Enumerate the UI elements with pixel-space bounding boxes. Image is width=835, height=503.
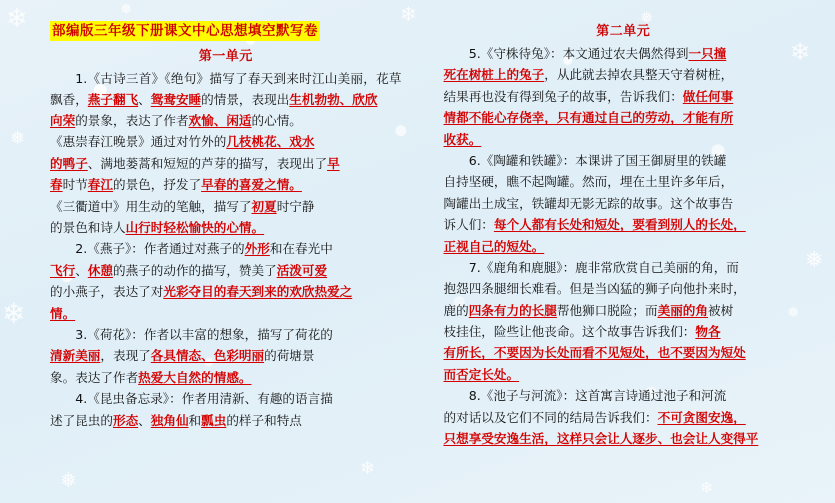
answer-text: 情。 bbox=[50, 305, 76, 321]
page-title bbox=[50, 20, 402, 41]
answer-text: 瓢虫 bbox=[201, 412, 227, 428]
answer-text: 生机勃勃、欣欣 bbox=[289, 91, 378, 107]
body-text: 的景象，表达了作者 bbox=[75, 113, 189, 129]
body-text: ，表现了 bbox=[100, 348, 151, 364]
item-number: 4. bbox=[75, 391, 88, 407]
snowflake-icon: ❅ bbox=[60, 468, 77, 492]
item-number: 6. bbox=[468, 152, 481, 168]
answer-text: 鸳鸯安睡 bbox=[150, 91, 202, 107]
body-text: 诉人们： bbox=[443, 217, 494, 233]
item-line bbox=[444, 130, 804, 150]
item-line bbox=[444, 215, 804, 235]
item-number: 3. bbox=[75, 326, 88, 342]
right-column bbox=[418, 20, 822, 503]
item-line bbox=[50, 282, 402, 302]
body-text: 、 bbox=[138, 91, 151, 107]
body-text: ：鹿非常欣赏自己美丽的角，而 bbox=[562, 259, 739, 275]
answer-text: 一只撞 bbox=[688, 46, 727, 61]
body-text: 的景色，抒发了 bbox=[112, 177, 202, 193]
answer-text: 物各 bbox=[695, 324, 721, 340]
item-line bbox=[50, 132, 402, 152]
right-column-body bbox=[444, 44, 804, 449]
item-first-line bbox=[50, 69, 402, 110]
item-line bbox=[50, 368, 402, 388]
body-text: 的燕子的动作的描写，赞美了 bbox=[112, 262, 277, 278]
body-text: 时宁静 bbox=[276, 198, 315, 214]
snowflake-icon: ❅ bbox=[640, 8, 654, 27]
answer-text: 外形 bbox=[244, 241, 270, 257]
body-text: 的小燕子，表达了对 bbox=[50, 284, 164, 300]
item-line bbox=[50, 304, 402, 324]
item-number: 7. bbox=[468, 259, 481, 275]
item-line bbox=[444, 172, 804, 192]
item-first-line bbox=[444, 44, 804, 64]
item-heading: 《陶罐和铁罐》 bbox=[480, 152, 563, 168]
item-line bbox=[50, 346, 402, 366]
item-line bbox=[444, 301, 804, 321]
answer-text: 正视自己的短处。 bbox=[443, 238, 545, 254]
snowflake-icon: ❄ bbox=[360, 458, 376, 479]
answer-text: 不可贪图安逸， bbox=[657, 409, 746, 425]
item-line bbox=[50, 197, 402, 217]
item-line bbox=[444, 65, 804, 85]
answer-text: 清新美丽 bbox=[50, 348, 101, 364]
body-text: ，从此就去掉农具整天守着树桩， bbox=[544, 67, 734, 83]
snowflake-icon: ❄ bbox=[2, 297, 26, 330]
answer-text: 做任何事 bbox=[682, 88, 734, 104]
answer-text: 初夏 bbox=[251, 198, 277, 214]
right-unit-heading: 第二单元 bbox=[596, 24, 651, 39]
body-text: 和 bbox=[188, 412, 202, 428]
body-text: ：作者以丰富的想象，描写了荷花的 bbox=[131, 326, 333, 342]
answer-text: 独角仙 bbox=[150, 412, 189, 428]
body-text: 、 bbox=[138, 412, 151, 428]
item-heading: 《荷花》 bbox=[87, 326, 132, 342]
answer-text: 几枝桃花、戏水 bbox=[226, 134, 315, 150]
answer-text: 美丽的角 bbox=[657, 302, 708, 318]
body-text: 结果再也没有得到兔子的故事，告诉我们： bbox=[443, 88, 683, 104]
answer-text: 四条有力的长腿 bbox=[468, 302, 557, 318]
item-line bbox=[50, 154, 402, 174]
body-text: ：作者通过对燕子的 bbox=[131, 241, 245, 257]
body-text: 、 bbox=[75, 262, 88, 278]
item-line bbox=[444, 108, 804, 128]
snowflake-icon: ❅ bbox=[805, 248, 824, 273]
item-line bbox=[444, 279, 804, 299]
item-first-line bbox=[444, 258, 804, 278]
answer-text: 活泼可爱 bbox=[276, 262, 328, 278]
item-line bbox=[444, 237, 804, 257]
item-heading: 《昆虫备忘录》 bbox=[87, 391, 170, 407]
answer-text: 而否定长处。 bbox=[443, 366, 520, 382]
answer-text: 形态 bbox=[112, 412, 139, 428]
body-text: 《三衢道中》用生动的笔触，描写了 bbox=[50, 198, 252, 214]
body-text: 《惠崇春江晚景》通过对竹外的 bbox=[50, 134, 227, 150]
body-text: ：作者用清新、有趣的语言描 bbox=[169, 391, 333, 407]
body-text: 的情景，表现出 bbox=[201, 91, 290, 107]
item-heading: 《池子与河流》 bbox=[480, 388, 563, 404]
answer-text: 早春的喜爱之情。 bbox=[201, 177, 302, 193]
body-text: 《绝句》描写了春天到来时江山美丽，花草飘香， bbox=[50, 71, 402, 107]
item-heading: 《鹿角和鹿腿》 bbox=[480, 259, 563, 275]
answer-text: 情都不能心存侥幸，只有通过自己的劳动，才能有所 bbox=[443, 110, 734, 126]
answer-text: 山行时轻松愉快的心情。 bbox=[125, 219, 265, 235]
snowflake-icon: ❄ bbox=[700, 478, 714, 497]
body-text: 鹿的 bbox=[443, 302, 469, 318]
body-text: 的景色和诗人 bbox=[50, 219, 126, 235]
left-column-body bbox=[50, 69, 402, 431]
item-number: 8. bbox=[468, 388, 481, 404]
body-text: 的心情。 bbox=[251, 113, 302, 129]
item-line bbox=[444, 365, 804, 385]
body-text: 、满地蒌蒿和短短的芦芽的描写，表现出了 bbox=[87, 155, 328, 171]
item-line bbox=[444, 87, 804, 107]
body-text: 时节 bbox=[62, 177, 88, 193]
body-text: 自持坚硬，瞧不起陶罐。然而，埋在土里许多年后， bbox=[443, 174, 734, 190]
snowflake-icon: ❅ bbox=[120, 0, 133, 18]
body-text: 和在春光中 bbox=[269, 241, 333, 257]
body-text: 抱怨四条腿细长难看。但是当凶猛的狮子向他扑来时， bbox=[443, 281, 746, 297]
item-line bbox=[444, 322, 804, 342]
answer-text: 早 bbox=[327, 155, 340, 171]
item-line bbox=[50, 218, 402, 238]
body-text: ：本课讲了国王御厨里的铁罐 bbox=[562, 152, 727, 168]
snowflake-icon: ❄ bbox=[6, 4, 28, 34]
item-heading: 《守株待兔》 bbox=[480, 46, 550, 61]
answer-text: 欢愉、闲适 bbox=[188, 113, 252, 129]
item-line bbox=[444, 194, 804, 214]
body-text: 枝挂住，险些让他丧命。这个故事告诉我们： bbox=[443, 324, 696, 340]
item-number: 1. bbox=[75, 71, 88, 87]
answer-text: 收获。 bbox=[443, 131, 482, 147]
answer-text: 春 bbox=[50, 177, 63, 193]
answer-text: 飞行 bbox=[50, 262, 76, 278]
body-text: 陶罐出土成宝，铁罐却无影无踪的故事。这个故事告 bbox=[443, 195, 734, 211]
item-line bbox=[50, 411, 402, 431]
body-text: ：这首寓言诗通过池子和河流 bbox=[562, 388, 727, 404]
page-title-text: 部编版三年级下册课文中心思想填空默写卷 bbox=[50, 21, 320, 41]
snowflake-icon: ❄ bbox=[790, 38, 811, 66]
item-number: 2. bbox=[75, 241, 88, 257]
answer-text: 热爱大自然的情感。 bbox=[138, 369, 252, 385]
answer-text: 向荣 bbox=[50, 113, 76, 129]
item-first-line bbox=[50, 239, 402, 259]
answer-text: 光彩夺目的春天到来的欢欣热爱之 bbox=[163, 284, 353, 300]
body-text: ：本文通过农夫偶然得到 bbox=[549, 46, 689, 61]
body-text: 的样子和特点 bbox=[226, 412, 302, 428]
item-line bbox=[444, 343, 804, 363]
item-line bbox=[50, 261, 402, 281]
answer-text: 只想享受安逸生活，这样只会让人逐步、也会让人变得平 bbox=[443, 431, 759, 447]
item-line bbox=[50, 111, 402, 131]
body-text: 述了昆虫的 bbox=[50, 412, 113, 428]
item-first-line bbox=[444, 386, 804, 406]
snowflake-icon: ❅ bbox=[10, 128, 26, 149]
answer-text: 每个人都有长处和短处，要看到别人的长处， bbox=[493, 217, 746, 233]
answer-text: 休憩 bbox=[87, 262, 113, 278]
item-number: 5. bbox=[468, 46, 481, 61]
body-text: 的对话以及它们不同的结局告诉我们： bbox=[443, 409, 658, 425]
item-heading: 《燕子》 bbox=[87, 241, 132, 257]
item-line bbox=[50, 175, 402, 195]
body-text: 被树 bbox=[707, 302, 734, 318]
answer-text: 死在树桩上的兔子 bbox=[443, 67, 545, 83]
item-first-line bbox=[50, 325, 402, 345]
item-line bbox=[444, 429, 804, 449]
answer-text: 各具情态、色彩明丽 bbox=[150, 348, 265, 364]
item-heading: 《古诗三首》 bbox=[87, 71, 165, 87]
answer-text: 的鸭子 bbox=[50, 155, 88, 171]
item-first-line bbox=[50, 389, 402, 409]
body-text: 的荷塘景 bbox=[264, 348, 315, 364]
answer-text: 有所长，不要因为长处而看不见短处，也不要因为短处 bbox=[443, 345, 746, 361]
left-column bbox=[14, 20, 418, 503]
item-line bbox=[444, 408, 804, 428]
snowflake-icon: ❄ bbox=[400, 2, 417, 26]
item-first-line bbox=[444, 151, 804, 171]
left-unit-heading: 第一单元 bbox=[198, 49, 253, 65]
answer-text: 春江 bbox=[87, 177, 113, 193]
answer-text: 燕子翻飞 bbox=[87, 91, 139, 107]
body-text: 帮他狮口脱险；而 bbox=[556, 302, 658, 318]
body-text: 象。表达了作者 bbox=[50, 369, 139, 385]
